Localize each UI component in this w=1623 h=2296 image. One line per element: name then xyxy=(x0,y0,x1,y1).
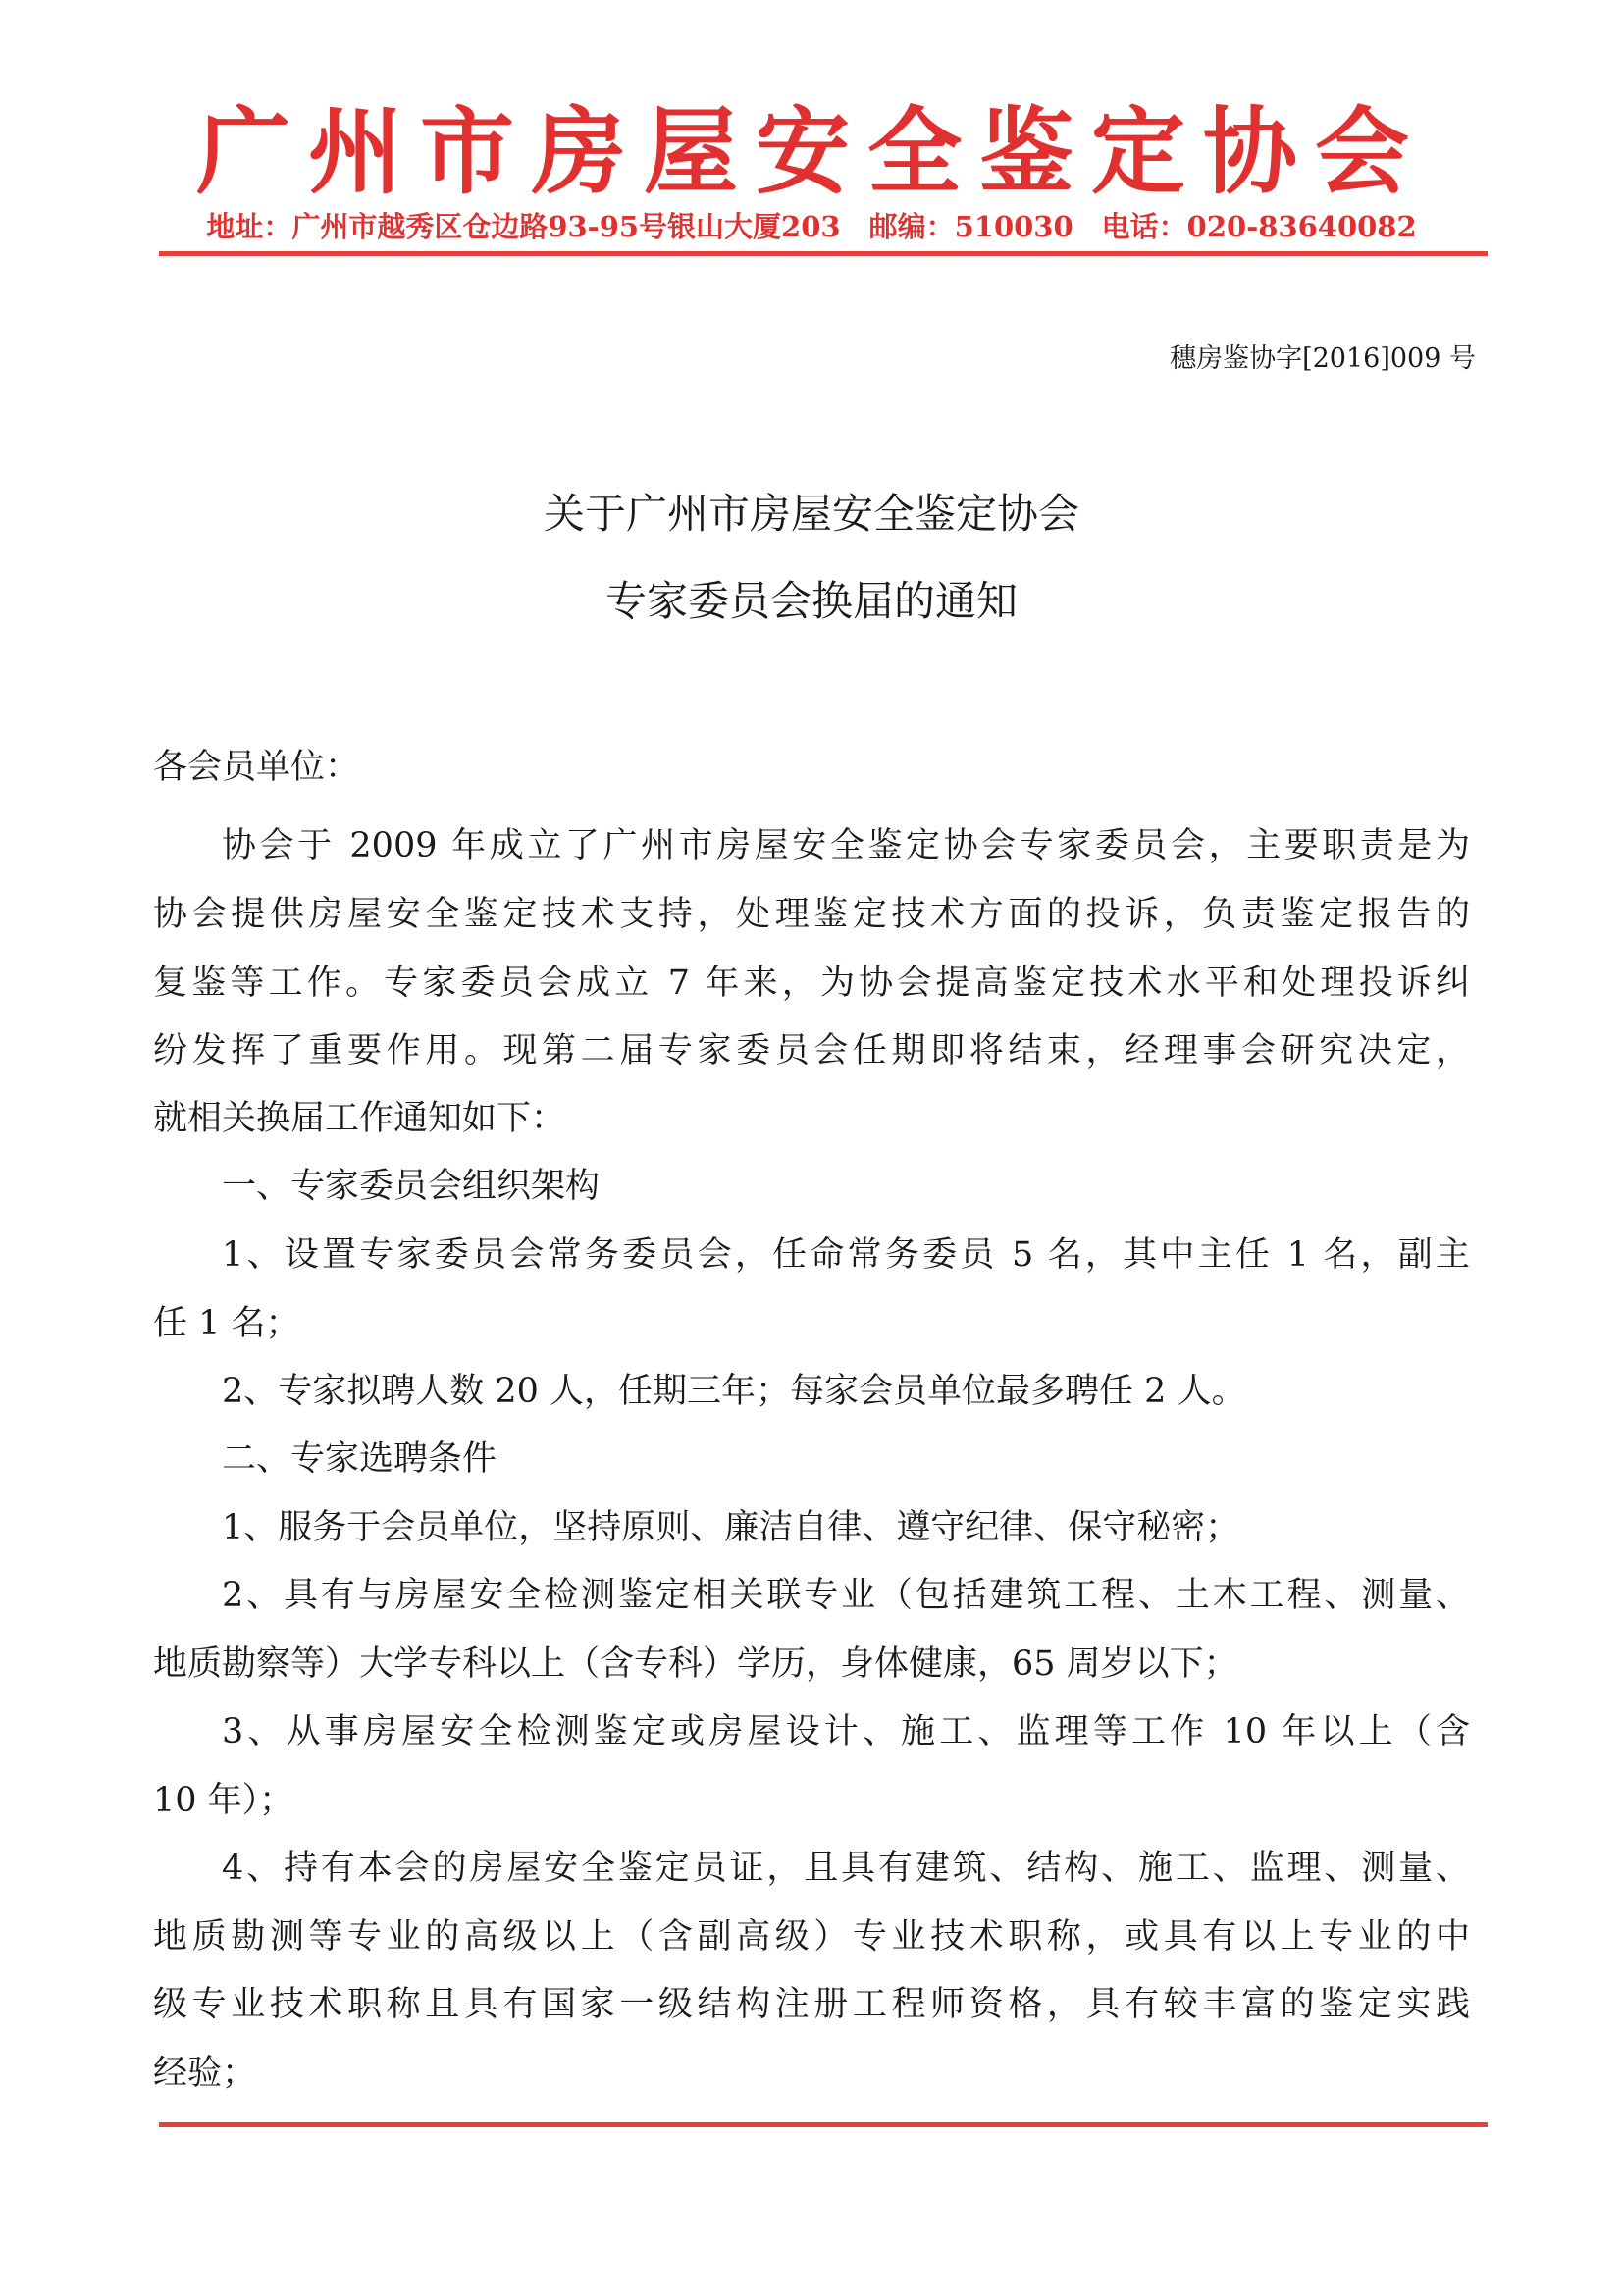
body-line: 地质勘察等）大学专科以上（含专科）学历，身体健康，65 周岁以下； xyxy=(153,1644,1238,1684)
footer-divider xyxy=(159,2122,1488,2127)
body-line: 1、服务于会员单位，坚持原则、廉洁自律、遵守纪律、保守秘密； xyxy=(222,1508,1240,1547)
body-line: 地质勘测等专业的高级以上（含副高级）专业技术职称，或具有以上专业的中 xyxy=(153,1917,1470,1957)
body-line: 协会提供房屋安全鉴定技术支持，处理鉴定技术方面的投诉，负责鉴定报告的 xyxy=(153,895,1470,934)
document-number: 穗房鉴协字[2016]009 号 xyxy=(1170,343,1476,374)
document-title-line-2: 专家委员会换届的通知 xyxy=(604,577,1018,625)
salutation: 各会员单位： xyxy=(153,748,360,787)
body-line: 协会于 2009 年成立了广州市房屋安全鉴定协会专家委员会，主要职责是为 xyxy=(222,826,1470,865)
body-line: 4、持有本会的房屋安全鉴定员证，且具有建筑、结构、施工、监理、测量、 xyxy=(222,1849,1470,1888)
body-line: 经验； xyxy=(153,2054,257,2093)
body-line: 2、专家拟聘人数 20 人，任期三年；每家会员单位最多聘任 2 人。 xyxy=(222,1372,1246,1411)
body-line: 2、具有与房屋安全检测鉴定相关联专业（包括建筑工程、土木工程、测量、 xyxy=(222,1576,1470,1615)
letterhead-title: 广州市房屋安全鉴定协会 xyxy=(196,96,1427,207)
letterhead-divider xyxy=(159,251,1488,256)
body-line: 复鉴等工作。专家委员会成立 7 年来，为协会提高鉴定技术水平和处理投诉纠 xyxy=(153,964,1470,1003)
body-line: 3、从事房屋安全检测鉴定或房屋设计、施工、监理等工作 10 年以上（含 xyxy=(222,1712,1470,1751)
body-line: 10 年）； xyxy=(153,1781,294,1820)
body-line: 级专业技术职称且具有国家一级结构注册工程师资格，具有较丰富的鉴定实践 xyxy=(153,1985,1470,2024)
letterhead-address: 地址：广州市越秀区仓边路93-95号银山大厦203 邮编：510030 电话：020-83640082 xyxy=(206,210,1417,243)
body-line: 任 1 名； xyxy=(153,1304,300,1343)
body-line: 纷发挥了重要作用。现第二届专家委员会任期即将结束，经理事会研究决定， xyxy=(153,1031,1470,1070)
section-heading-2: 二、专家选聘条件 xyxy=(222,1439,497,1479)
document-title-line-1: 关于广州市房屋安全鉴定协会 xyxy=(543,490,1079,538)
body-line: 1、设置专家委员会常务委员会，任命常务委员 5 名，其中主任 1 名，副主 xyxy=(222,1235,1470,1275)
body-line: 就相关换届工作通知如下： xyxy=(153,1099,566,1138)
section-heading-1: 一、专家委员会组织架构 xyxy=(222,1167,601,1206)
